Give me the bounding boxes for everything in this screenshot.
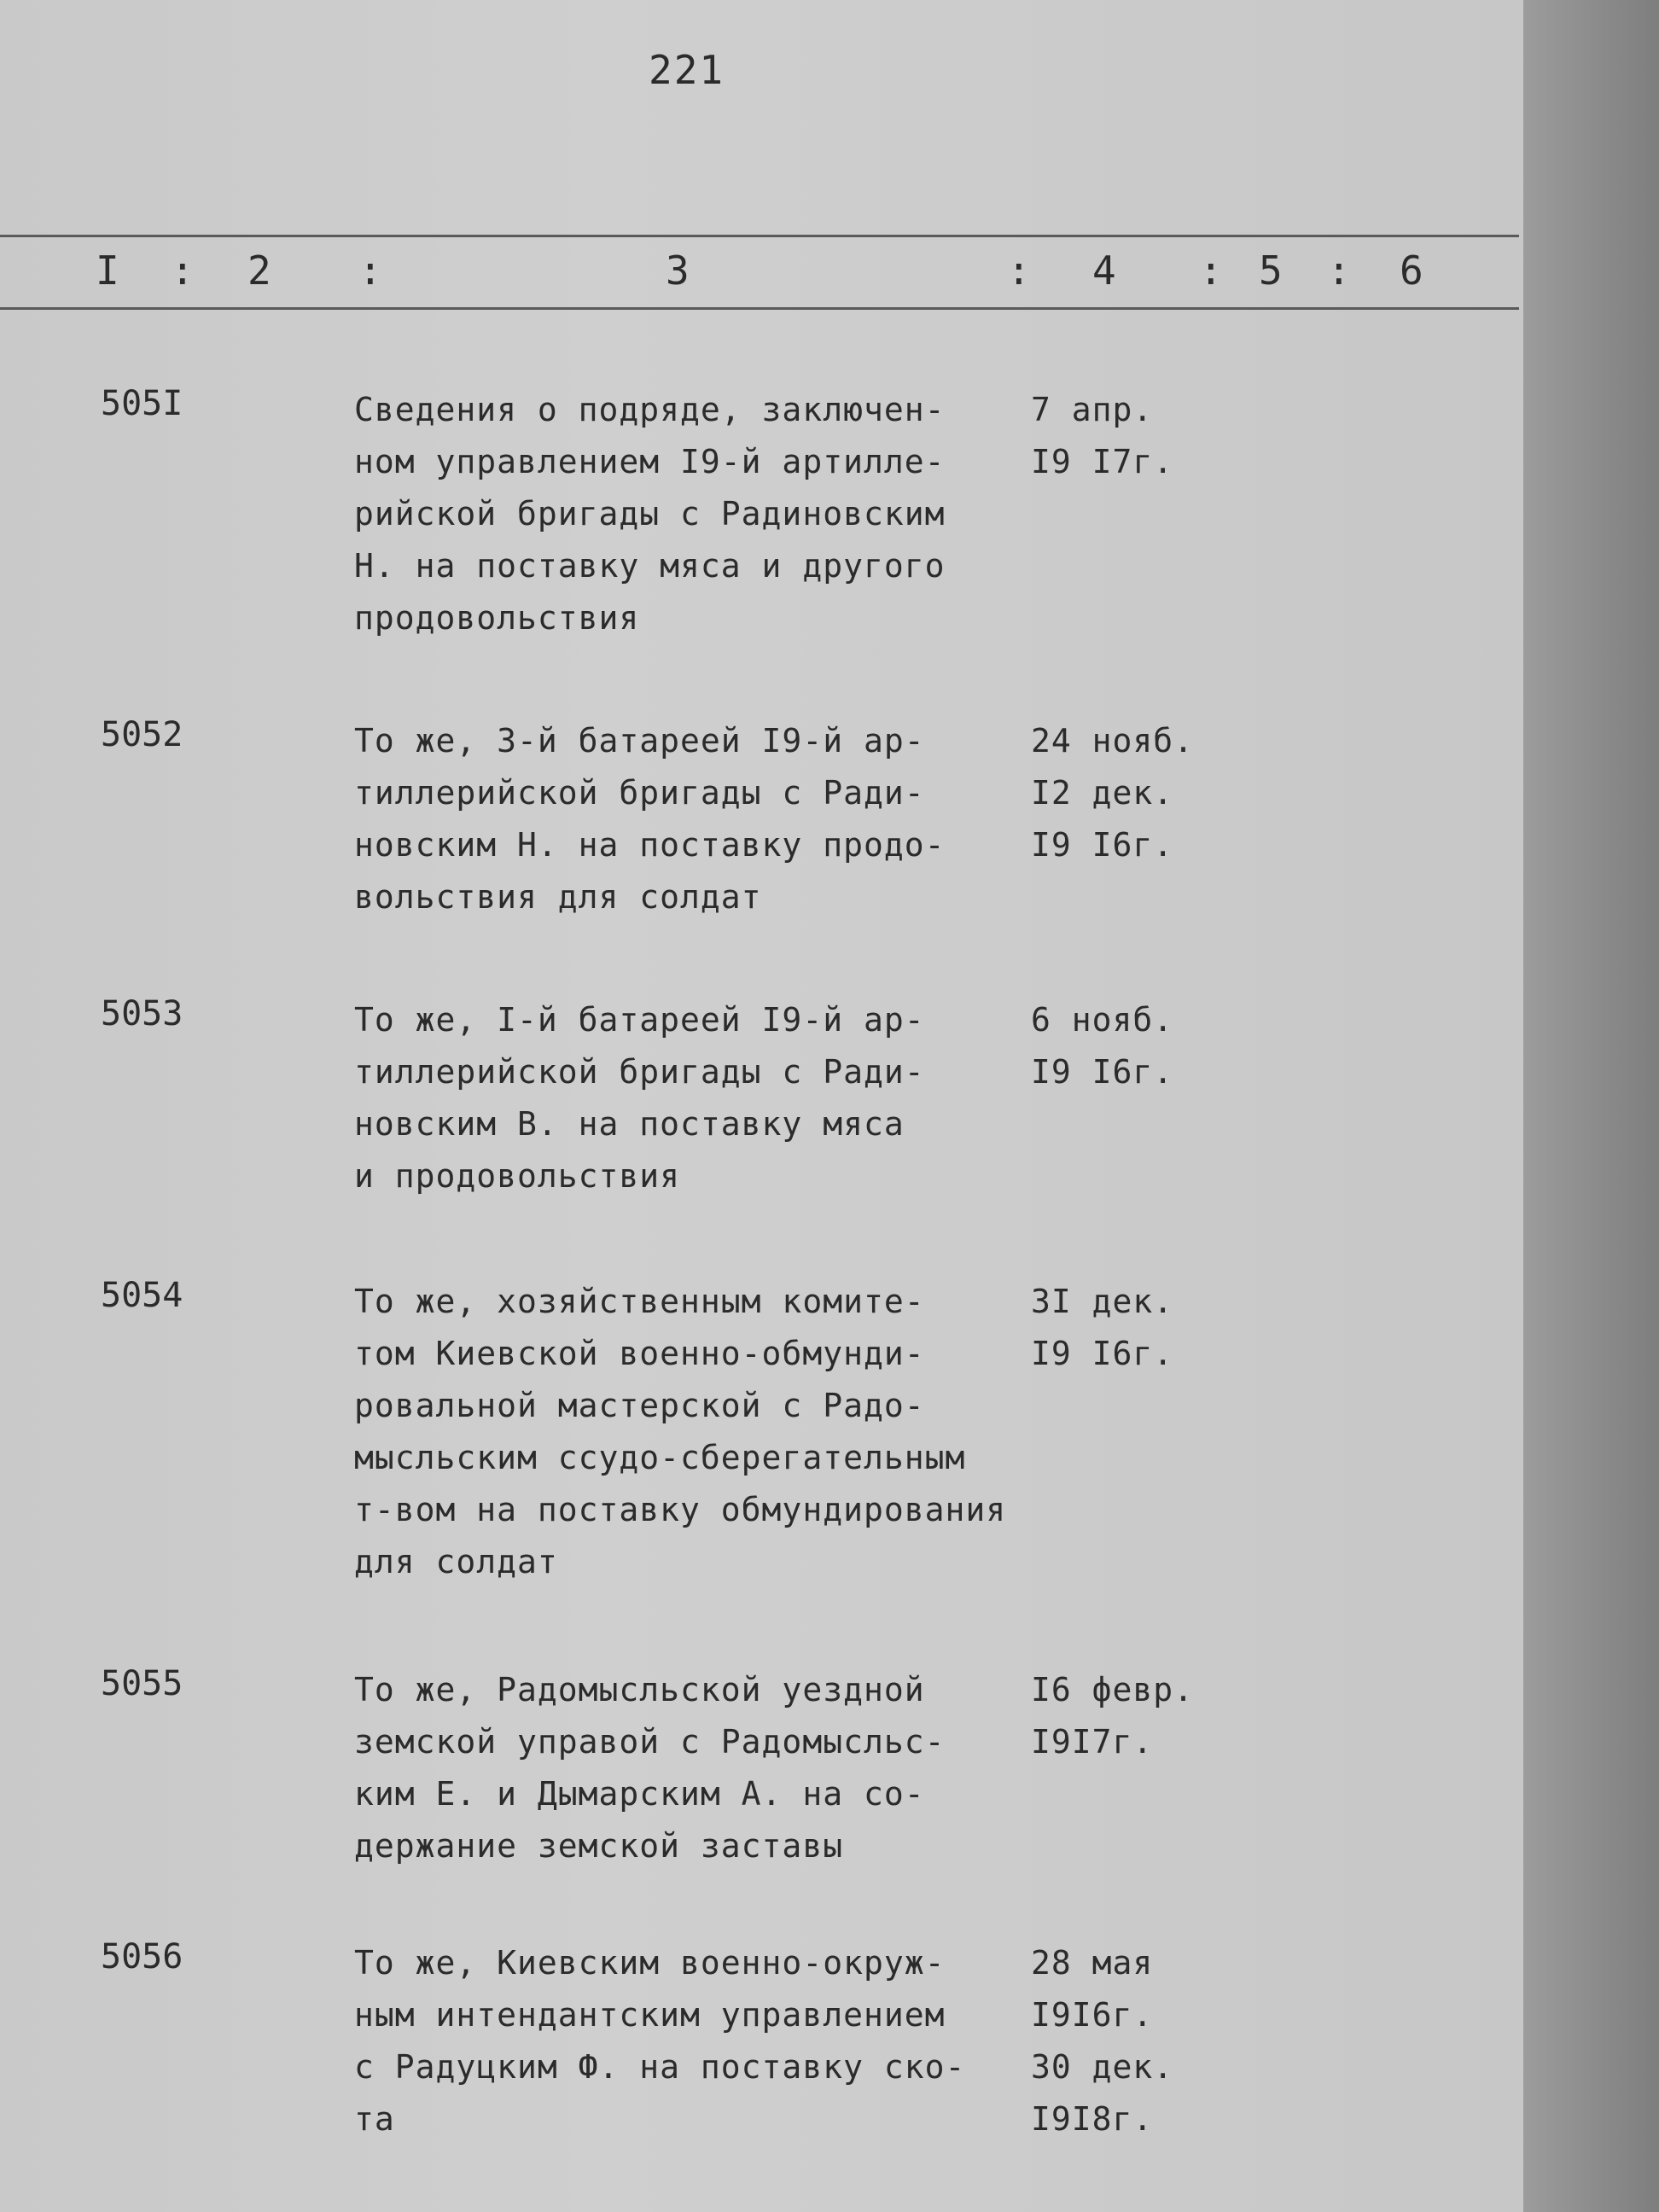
- entry-date: 6 нояб. I9 I6г.: [1031, 1001, 1174, 1091]
- entry-date: 28 мая I9I6г. 30 дек. I9I8г.: [1031, 1944, 1174, 2138]
- page-number: 221: [649, 47, 725, 93]
- entry-number: 5053: [101, 994, 183, 1033]
- column-header-separator: :: [1327, 247, 1351, 294]
- entry-number: 5055: [101, 1664, 183, 1703]
- column-header-3: 3: [666, 247, 690, 294]
- entry-number: 505I: [101, 384, 183, 423]
- entry-description: То же, хозяйственным комите- том Киевской военно-обмунди- ровальной мастерской с Радо- мысльским ссудо-сберегательным т-вом на поставку обмундирования для солдат: [354, 1283, 1007, 1580]
- column-header-separator: :: [171, 247, 195, 294]
- entry-date: 3I дек. I9 I6г.: [1031, 1283, 1174, 1372]
- column-header-6: 6: [1400, 247, 1423, 294]
- column-header-5: 5: [1259, 247, 1283, 294]
- entry-description: То же, 3-й батареей I9-й ар- тиллерийской бригады с Ради- новским Н. на поставку продо- вольствия для солдат: [354, 722, 946, 916]
- entry-date: 7 апр. I9 I7г.: [1031, 391, 1174, 480]
- column-header-separator: :: [1007, 247, 1031, 294]
- entry-description: То же, Радомысльской уездной земской управой с Радомысльс- ким Е. и Дымарским А. на со- держание земской заставы: [354, 1671, 946, 1865]
- entry-number: 5052: [101, 715, 183, 754]
- entry-description: То же, I-й батареей I9-й ар- тиллерийской бригады с Ради- новским В. на поставку мяса и продовольствия: [354, 1001, 925, 1195]
- entry-description: То же, Киевским военно-окруж- ным интендантским управлением с Радуцким Ф. на поставку ско- та: [354, 1944, 966, 2138]
- column-header-row: [0, 247, 1519, 299]
- entry-number: 5054: [101, 1276, 183, 1315]
- entry-date: 24 нояб. I2 дек. I9 I6г.: [1031, 722, 1195, 864]
- header-top-rule: [0, 235, 1519, 237]
- column-header-2: 2: [247, 247, 271, 294]
- column-header-separator: :: [358, 247, 382, 294]
- entry-description: Сведения о подряде, заключен- ном управлением I9-й артилле- рийской бригады с Радиновским Н. на поставку мяса и другого продовольствия: [354, 391, 946, 637]
- column-header-separator: :: [1199, 247, 1223, 294]
- entry-date: I6 февр. I9I7г.: [1031, 1671, 1195, 1761]
- page-edge-shadow: [1523, 0, 1659, 2212]
- entry-number: 5056: [101, 1937, 183, 1976]
- column-header-4: 4: [1092, 247, 1116, 294]
- column-header-1: I: [96, 247, 119, 294]
- header-bottom-rule: [0, 307, 1519, 310]
